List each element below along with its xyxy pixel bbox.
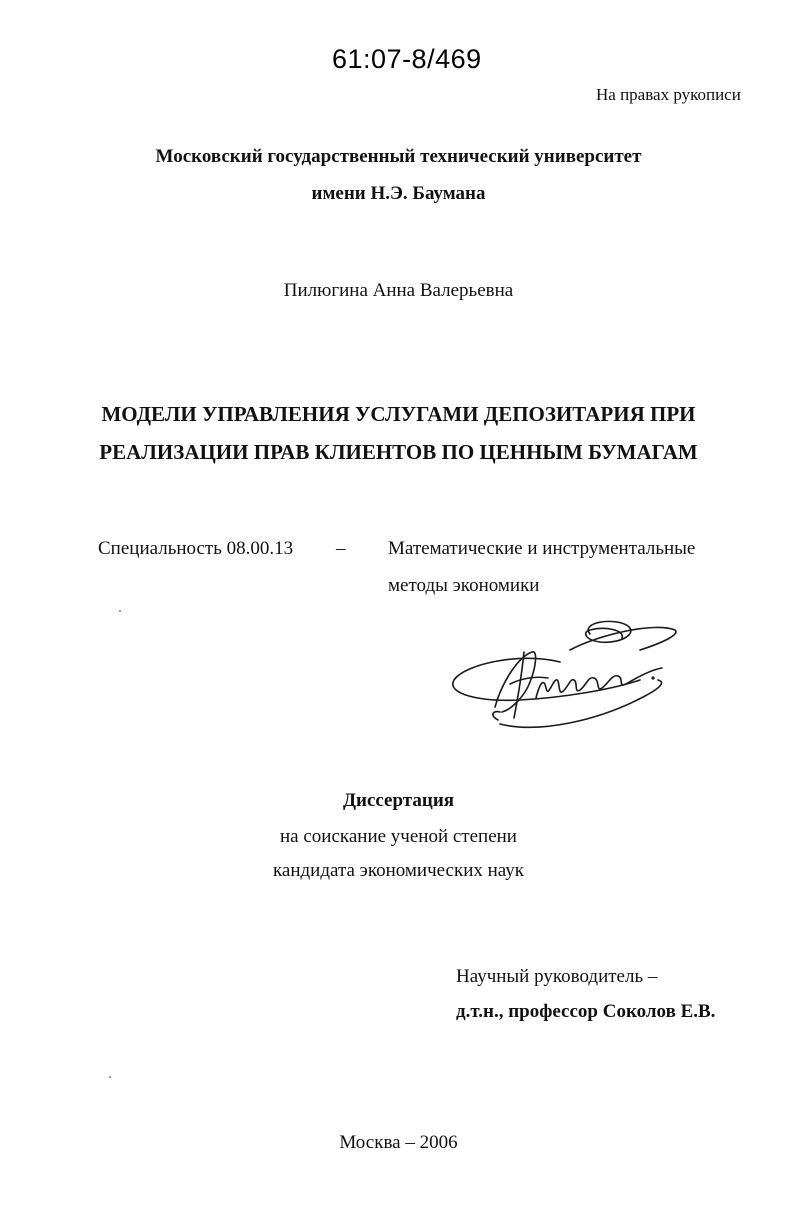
- specialty-name-line-1: Математические и инструментальные: [388, 538, 696, 559]
- city-year: Москва – 2006: [339, 1132, 458, 1153]
- scan-speck: [119, 610, 121, 612]
- scan-speck: [109, 1076, 111, 1078]
- degree-line-1: Диссертация: [342, 790, 455, 811]
- specialty-dash: –: [336, 538, 346, 559]
- degree-line-2: на соискание ученой степени: [280, 826, 517, 847]
- institution-line-2: имени Н.Э. Баумана: [311, 183, 486, 204]
- thesis-title-line-2: РЕАЛИЗАЦИИ ПРАВ КЛИЕНТОВ ПО ЦЕННЫМ БУМАГАМ: [99, 440, 698, 464]
- rights-note: На правах рукописи: [596, 85, 741, 104]
- thesis-title-line-1: МОДЕЛИ УПРАВЛЕНИЯ УСЛУГАМИ ДЕПОЗИТАРИЯ ПРИ: [101, 402, 696, 426]
- institution-line-1: Московский государственный технический университет: [155, 146, 642, 167]
- handwritten-signature-icon: [440, 612, 680, 742]
- author-name: Пилюгина Анна Валерьевна: [283, 280, 514, 301]
- advisor-role: Научный руководитель –: [456, 966, 658, 987]
- advisor-name: д.т.н., профессор Соколов Е.В.: [456, 1001, 716, 1022]
- degree-line-3: кандидата экономических наук: [272, 860, 525, 881]
- specialty-name-line-2: методы экономики: [388, 575, 540, 596]
- specialty-label: Специальность 08.00.13: [98, 538, 294, 559]
- catalog-number: 61:07-8/469: [332, 44, 482, 74]
